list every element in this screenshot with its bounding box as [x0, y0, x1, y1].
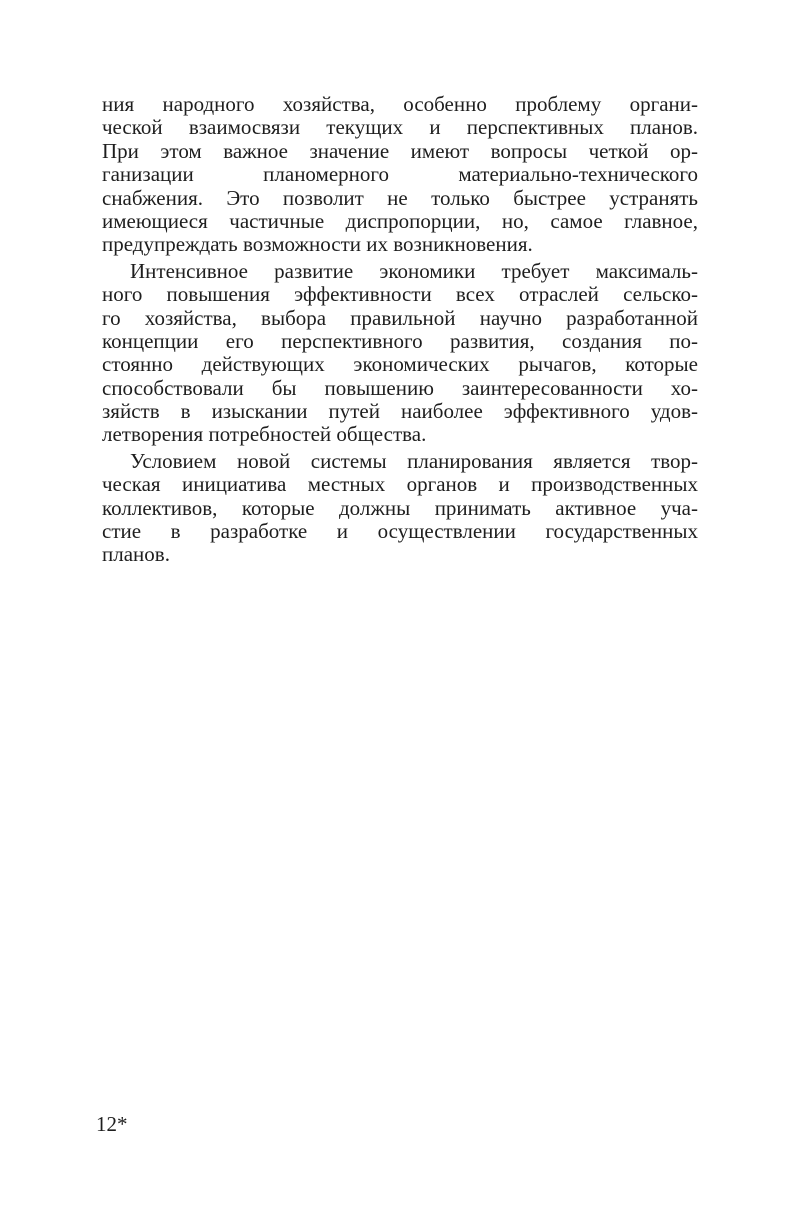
- text-line: стоянно действующих экономических рычагов, которые: [102, 352, 698, 377]
- text-line: ганизации планомерного материально-технического: [102, 162, 698, 187]
- text-line: концепции его перспективного развития, создания по-: [102, 328, 698, 353]
- text-line: ния народного хозяйства, особенно проблему органи-: [102, 92, 698, 116]
- text-line: предупреждать возможности их возникновения.: [102, 232, 533, 257]
- text-line: стие в разработке и осуществлении государственных: [102, 519, 698, 544]
- text-line: имеющиеся частичные диспропорции, но, самое главное,: [102, 208, 698, 233]
- text-line: ного повышения эффективности всех отраслей сельско-: [102, 282, 698, 307]
- text-line: Условием новой системы планирования является твор-: [130, 448, 698, 473]
- paragraph-2: [102, 260, 698, 447]
- text-line: ческая инициатива местных органов и производственных: [102, 472, 698, 497]
- text-line: При этом важное значение имеют вопросы четкой ор-: [102, 138, 698, 163]
- paragraph-1: [102, 93, 698, 257]
- text-line: коллективов, которые должны принимать активное уча-: [102, 495, 698, 520]
- page-number: 12*: [96, 1112, 128, 1136]
- text-line: способствовали бы повышению заинтересованности хо-: [102, 375, 698, 400]
- text-line: летворения потребностей общества.: [102, 422, 427, 447]
- text-line: планов.: [102, 542, 170, 567]
- text-line: снабжения. Это позволит не только быстрее устранять: [102, 185, 698, 210]
- text-line: зяйств в изыскании путей наиболее эффективного удов-: [102, 399, 698, 424]
- body-text: [102, 93, 698, 567]
- paragraph-3: [102, 450, 698, 567]
- text-line: го хозяйства, выбора правильной научно разработанной: [102, 305, 698, 330]
- text-line: ческой взаимосвязи текущих и перспективных планов.: [102, 115, 698, 140]
- text-line: Интенсивное развитие экономики требует максималь-: [130, 258, 698, 283]
